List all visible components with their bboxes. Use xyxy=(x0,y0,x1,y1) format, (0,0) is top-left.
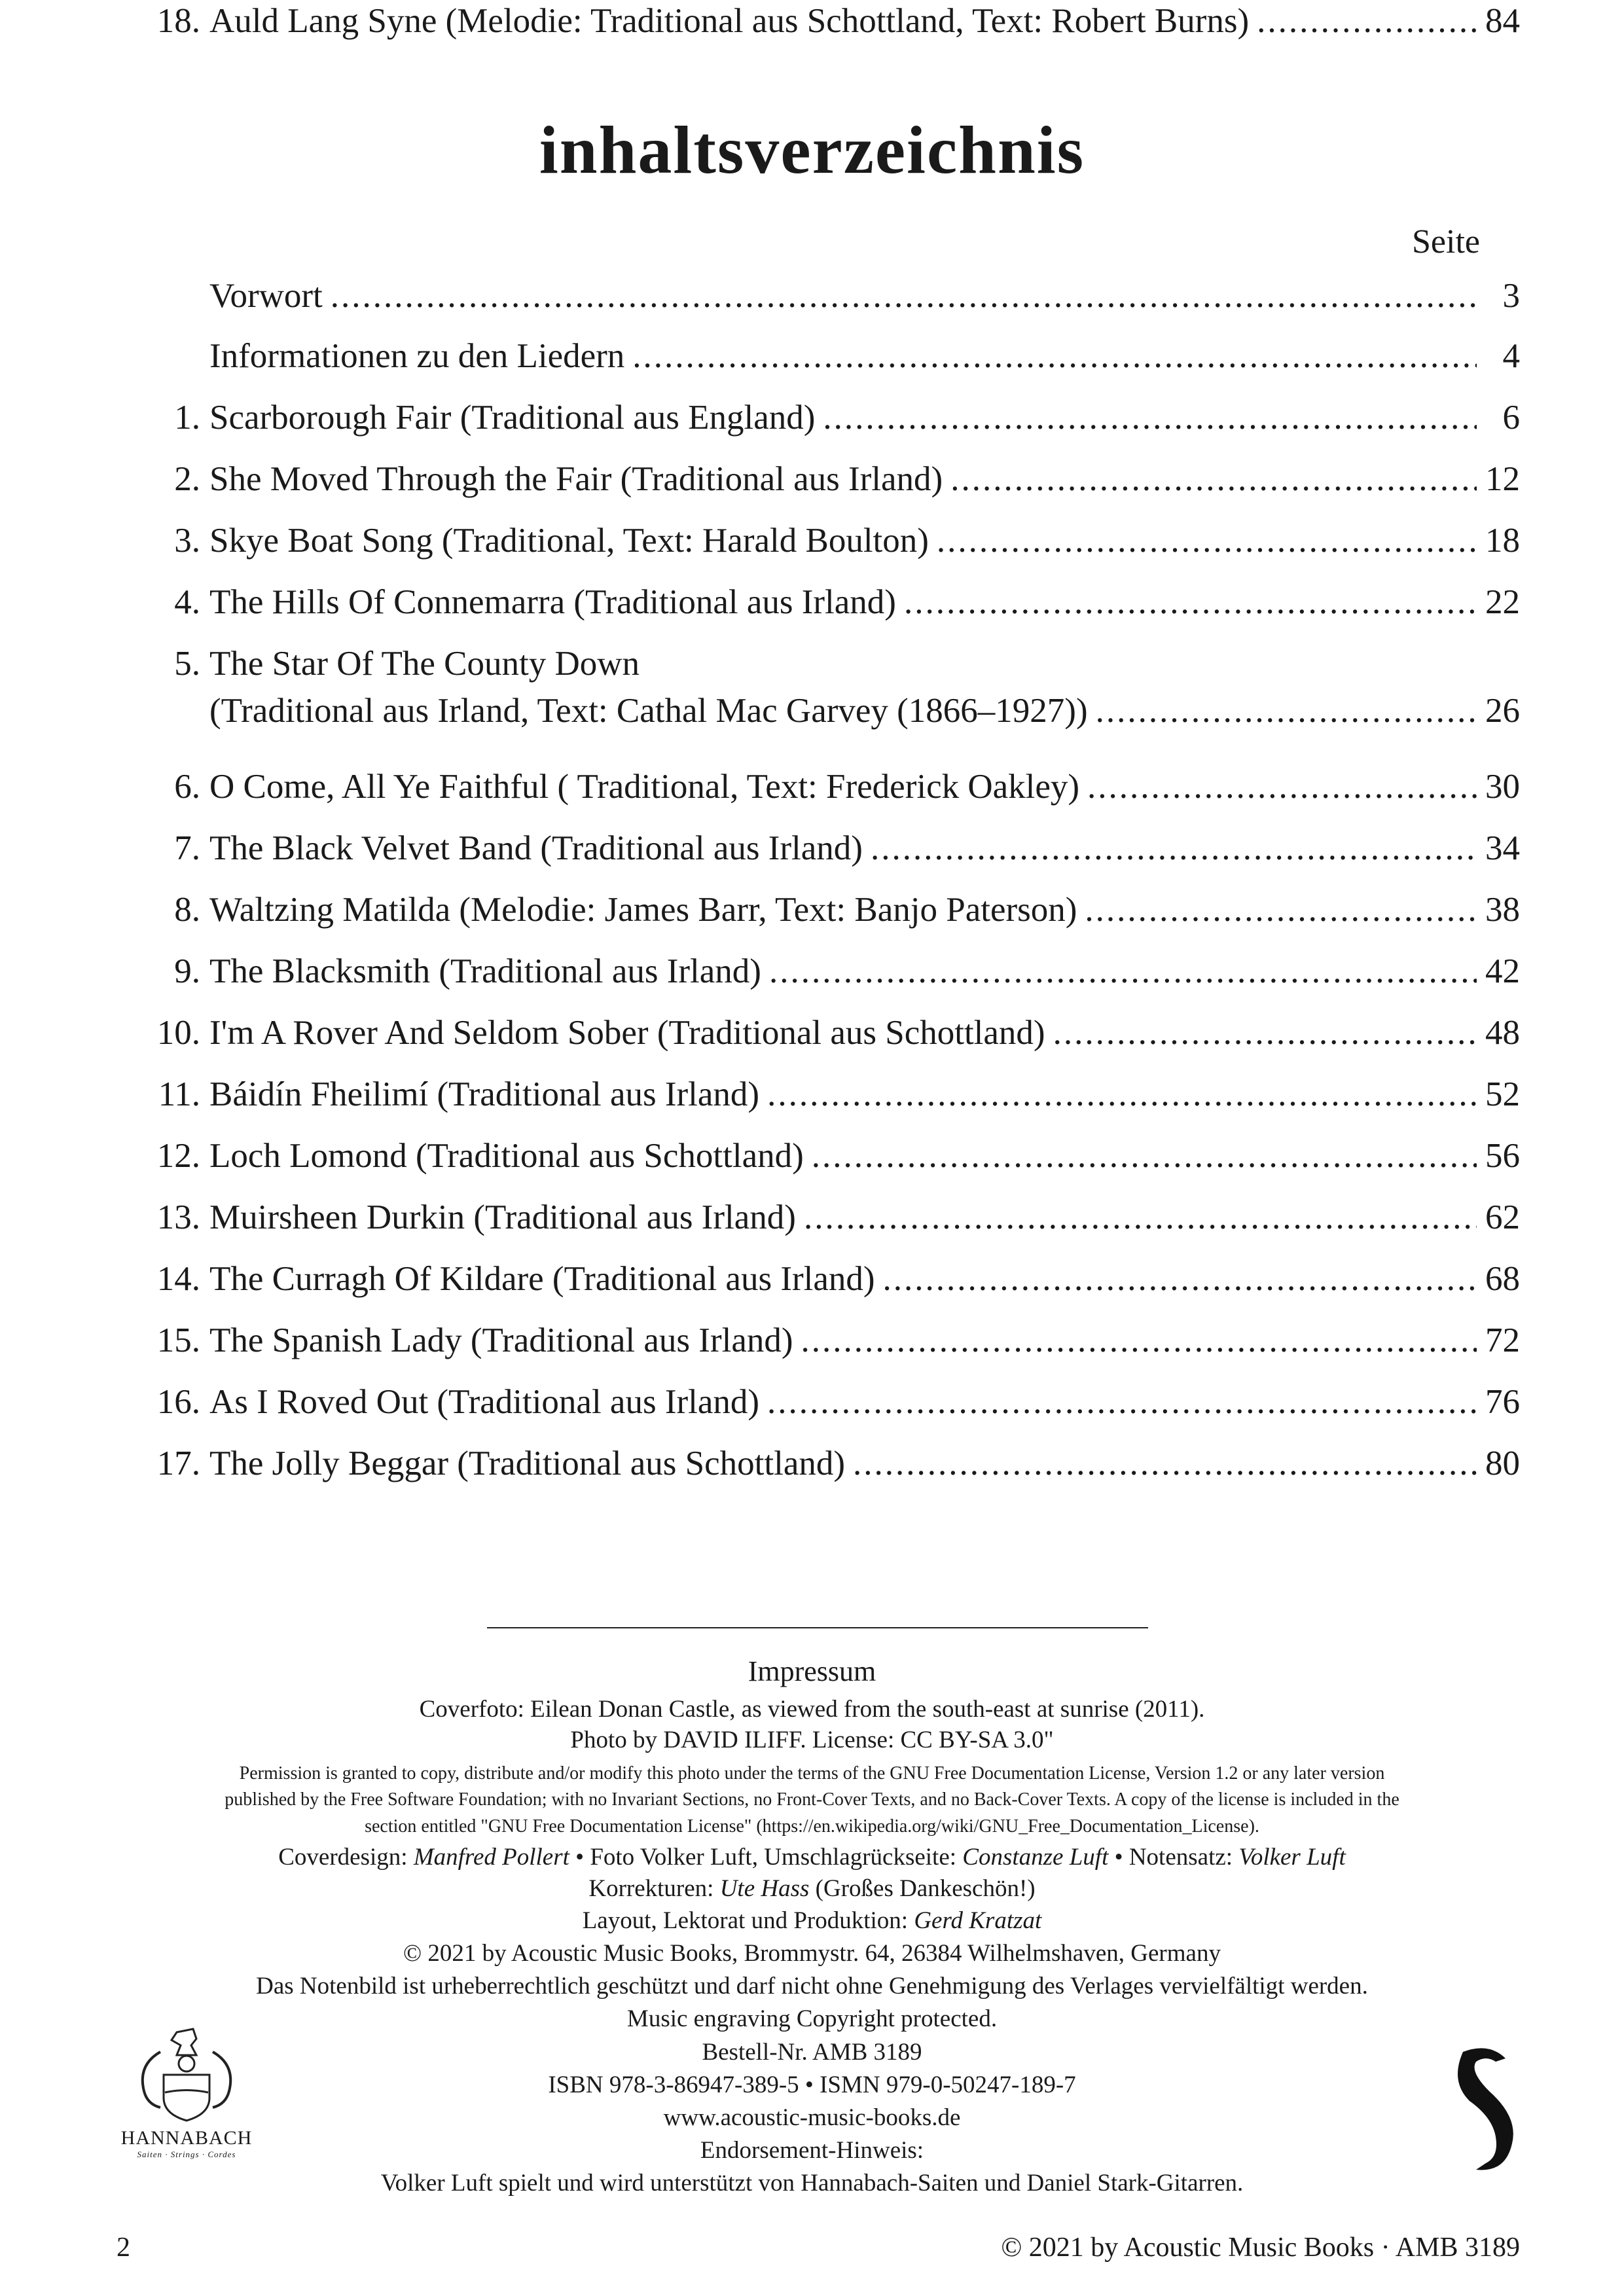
toc-page: 68 xyxy=(1485,1260,1520,1298)
toc-leader-dots xyxy=(632,335,1477,377)
toc-page: 30 xyxy=(1485,768,1520,806)
toc-page: 22 xyxy=(1485,583,1520,621)
toc-page: 56 xyxy=(1485,1137,1520,1175)
toc-leader-dots xyxy=(1257,0,1477,42)
toc-page: 38 xyxy=(1485,891,1520,929)
toc-leader-dots xyxy=(804,1196,1477,1238)
toc-leader-dots xyxy=(937,520,1477,562)
toc-page: 6 xyxy=(1502,399,1520,437)
impressum-notenbild: Das Notenbild ist urheberrechtlich geschützt und darf nicht ohne Genehmigung des Verlages vervielfältigt werden. xyxy=(256,1973,1368,2000)
toc-page: 34 xyxy=(1485,829,1520,867)
toc-title: The Blacksmith (Traditional aus Irland) xyxy=(209,952,761,990)
toc-number: 14. xyxy=(156,1260,200,1298)
toc-number: 15. xyxy=(156,1321,200,1359)
coverdesign-name: Manfred Pollert xyxy=(413,1844,569,1871)
impressum-website[interactable]: www.acoustic-music-books.de xyxy=(663,2104,961,2131)
layout-name: Gerd Kratzat xyxy=(914,1907,1042,1934)
toc-number: 9. xyxy=(174,952,200,990)
toc-leader-dots xyxy=(883,1258,1477,1300)
toc-page: 72 xyxy=(1485,1321,1520,1359)
foto-name: Constanze Luft xyxy=(962,1844,1109,1871)
toc-title: The Hills Of Connemarra (Traditional aus Irland) xyxy=(209,583,896,621)
toc-entry[interactable] xyxy=(131,889,1520,931)
toc-title-continued: (Traditional aus Irland, Text: Cathal Mac Garvey (1866–1927)) xyxy=(209,692,1088,730)
toc-leader-dots xyxy=(871,827,1477,869)
toc-leader-dots xyxy=(801,1319,1477,1361)
hannabach-logo-text: HANNABACH xyxy=(120,2127,253,2149)
toc-page: 84 xyxy=(1485,2,1520,40)
impressum-cover-photo: Coverfoto: Eilean Donan Castle, as viewed from the south-east at sunrise (2011). xyxy=(419,1696,1205,1723)
korrekturen-note: (Großes Dankeschön!) xyxy=(815,1875,1036,1902)
korrekturen-label: Korrekturen: xyxy=(588,1875,714,1902)
toc-title: The Spanish Lady (Traditional aus Irland) xyxy=(209,1321,793,1359)
toc-entry[interactable] xyxy=(131,581,1520,623)
hannabach-crest-icon xyxy=(131,2026,242,2124)
impressum-bestell: Bestell-Nr. AMB 3189 xyxy=(702,2039,922,2066)
toc-page: 76 xyxy=(1485,1383,1520,1421)
toc-entry[interactable] xyxy=(131,1012,1520,1054)
toc-page: 52 xyxy=(1485,1075,1520,1113)
toc-entry[interactable] xyxy=(131,0,1520,42)
toc-page: 42 xyxy=(1485,952,1520,990)
toc-title: Muirsheen Durkin (Traditional aus Irland) xyxy=(209,1198,796,1236)
impressum-photo-by: Photo by DAVID ILIFF. License: CC BY-SA 3.0" xyxy=(570,1727,1054,1753)
toc-title: I'm A Rover And Seldom Sober (Traditional aus Schottland) xyxy=(209,1014,1045,1052)
toc-entry[interactable] xyxy=(131,335,1520,377)
toc-entry[interactable] xyxy=(131,520,1520,562)
toc-title: Vorwort xyxy=(209,277,323,315)
toc-leader-dots xyxy=(904,581,1477,623)
toc-leader-dots xyxy=(950,458,1477,500)
toc-page: 48 xyxy=(1485,1014,1520,1052)
toc-leader-dots xyxy=(1096,690,1477,732)
toc-title: Informationen zu den Liedern xyxy=(209,337,625,375)
toc-entry[interactable] xyxy=(131,1319,1520,1361)
notensatz-name: Volker Luft xyxy=(1238,1844,1346,1871)
impressum-permission-2: published by the Free Software Foundation; with no Invariant Sections, no Front-Cover Texts, and no Back-Cover Texts. A copy of the license is included in the xyxy=(225,1789,1399,1810)
toc-leader-dots xyxy=(769,950,1477,992)
toc-title: O Come, All Ye Faithful ( Traditional, Text: Frederick Oakley) xyxy=(209,768,1080,806)
impressum-permission-3: section entitled "GNU Free Documentation License" (https://en.wikipedia.org/wiki/GNU_Free_Documentation_License). xyxy=(365,1816,1259,1837)
impressum-endorsement: Volker Luft spielt und wird unterstützt von Hannabach-Saiten und Daniel Stark-Gitarren. xyxy=(380,2170,1244,2197)
toc-leader-dots xyxy=(1085,889,1477,931)
toc-entry[interactable] xyxy=(131,1135,1520,1177)
toc-number: 3. xyxy=(174,522,200,560)
impressum-permission-1: Permission is granted to copy, distribute and/or modify this photo under the terms of the GNU Free Documentation License, Version 1.2 or any later version xyxy=(239,1763,1385,1784)
toc-number: 17. xyxy=(156,1444,200,1482)
toc-title: Báidín Fheilimí (Traditional aus Irland) xyxy=(209,1075,760,1113)
toc-leader-dots xyxy=(1087,766,1477,808)
toc-number: 1. xyxy=(174,399,200,437)
toc-page: 3 xyxy=(1502,277,1520,315)
toc-page: 26 xyxy=(1485,692,1520,730)
impressum-endorsement-label: Endorsement-Hinweis: xyxy=(700,2137,924,2164)
toc-number: 10. xyxy=(156,1014,200,1052)
toc-title: Waltzing Matilda (Melodie: James Barr, Text: Banjo Paterson) xyxy=(209,891,1077,929)
toc-number: 16. xyxy=(156,1383,200,1421)
toc-page: 62 xyxy=(1485,1198,1520,1236)
toc-number: 8. xyxy=(174,891,200,929)
toc-entry[interactable] xyxy=(131,1073,1520,1115)
toc-page: 4 xyxy=(1502,337,1520,375)
toc-leader-dots xyxy=(767,1073,1477,1115)
toc-number: 4. xyxy=(174,583,200,621)
toc-page: 12 xyxy=(1485,460,1520,498)
toc-title: Auld Lang Syne (Melodie: Traditional aus Schottland, Text: Robert Burns) xyxy=(209,2,1250,40)
toc-leader-dots xyxy=(767,1381,1477,1423)
impressum-isbn: ISBN 978-3-86947-389-5 • ISMN 979-0-50247-189-7 xyxy=(548,2072,1076,2098)
toc-entry[interactable] xyxy=(131,1381,1520,1423)
foto-label: • Foto Volker Luft, Umschlagrückseite: xyxy=(575,1844,957,1871)
toc-number: 11. xyxy=(158,1075,200,1113)
toc-title: The Black Velvet Band (Traditional aus Irland) xyxy=(209,829,863,867)
toc-number: 7. xyxy=(174,829,200,867)
impressum-heading: Impressum xyxy=(748,1655,876,1687)
footer-copyright: © 2021 by Acoustic Music Books · AMB 3189 xyxy=(1001,2233,1520,2263)
toc-entry[interactable] xyxy=(131,1258,1520,1300)
toc-entry[interactable] xyxy=(131,950,1520,992)
impressum-copyright: © 2021 by Acoustic Music Books, Brommystr. 64, 26384 Wilhelmshaven, Germany xyxy=(403,1940,1221,1967)
toc-title: The Jolly Beggar (Traditional aus Schottland) xyxy=(209,1444,846,1482)
toc-number: 12. xyxy=(156,1137,200,1175)
page-title: inhaltsverzeichnis xyxy=(539,113,1085,188)
toc-number: 5. xyxy=(174,645,200,683)
hannabach-logo xyxy=(118,2026,255,2160)
toc-entry[interactable] xyxy=(131,275,1520,317)
toc-leader-dots xyxy=(331,275,1477,317)
toc-leader-dots xyxy=(812,1135,1477,1177)
layout-label: Layout, Lektorat und Produktion: xyxy=(582,1907,909,1934)
toc-entry[interactable] xyxy=(131,458,1520,500)
toc-entry[interactable] xyxy=(131,1443,1520,1484)
impressum-engraving: Music engraving Copyright protected. xyxy=(626,2005,998,2032)
hannabach-logo-subtext: Saiten · Strings · Cordes xyxy=(137,2149,236,2159)
page-number: 2 xyxy=(117,2233,130,2263)
publisher-logo-icon xyxy=(1450,2045,1525,2176)
toc-leader-dots xyxy=(1053,1012,1477,1054)
toc-title: The Star Of The County Down xyxy=(209,645,640,683)
toc-title: The Curragh Of Kildare (Traditional aus Irland) xyxy=(209,1260,875,1298)
impressum-credits xyxy=(0,1843,1624,1871)
notensatz-label: • Notensatz: xyxy=(1114,1844,1233,1871)
toc-title: She Moved Through the Fair (Traditional aus Irland) xyxy=(209,460,943,498)
toc-entry[interactable] xyxy=(131,643,1520,685)
toc-entry[interactable] xyxy=(131,397,1520,439)
toc-title: Scarborough Fair (Traditional aus England) xyxy=(209,399,816,437)
impressum-layout xyxy=(0,1907,1624,1935)
korrekturen-name: Ute Hass xyxy=(719,1875,810,1902)
toc-number: 6. xyxy=(174,768,200,806)
toc-entry[interactable] xyxy=(131,1196,1520,1238)
toc-title: Skye Boat Song (Traditional, Text: Harald Boulton) xyxy=(209,522,929,560)
coverdesign-label: Coverdesign: xyxy=(278,1844,408,1871)
impressum-korrekturen xyxy=(0,1874,1624,1903)
toc-leader-dots xyxy=(853,1443,1477,1484)
toc-leader-dots xyxy=(823,397,1477,439)
toc-number: 13. xyxy=(156,1198,200,1236)
toc-page: 80 xyxy=(1485,1444,1520,1482)
toc-title: As I Roved Out (Traditional aus Irland) xyxy=(209,1383,760,1421)
toc-entry[interactable] xyxy=(131,766,1520,808)
divider xyxy=(487,1627,1148,1628)
toc-number: 2. xyxy=(174,460,200,498)
toc-title: Loch Lomond (Traditional aus Schottland) xyxy=(209,1137,804,1175)
toc-entry[interactable] xyxy=(131,827,1520,869)
page-column-header: Seite xyxy=(1412,223,1480,260)
toc-number: 18. xyxy=(156,2,200,40)
toc-entry-continued[interactable] xyxy=(131,690,1520,732)
toc-page: 18 xyxy=(1485,522,1520,560)
